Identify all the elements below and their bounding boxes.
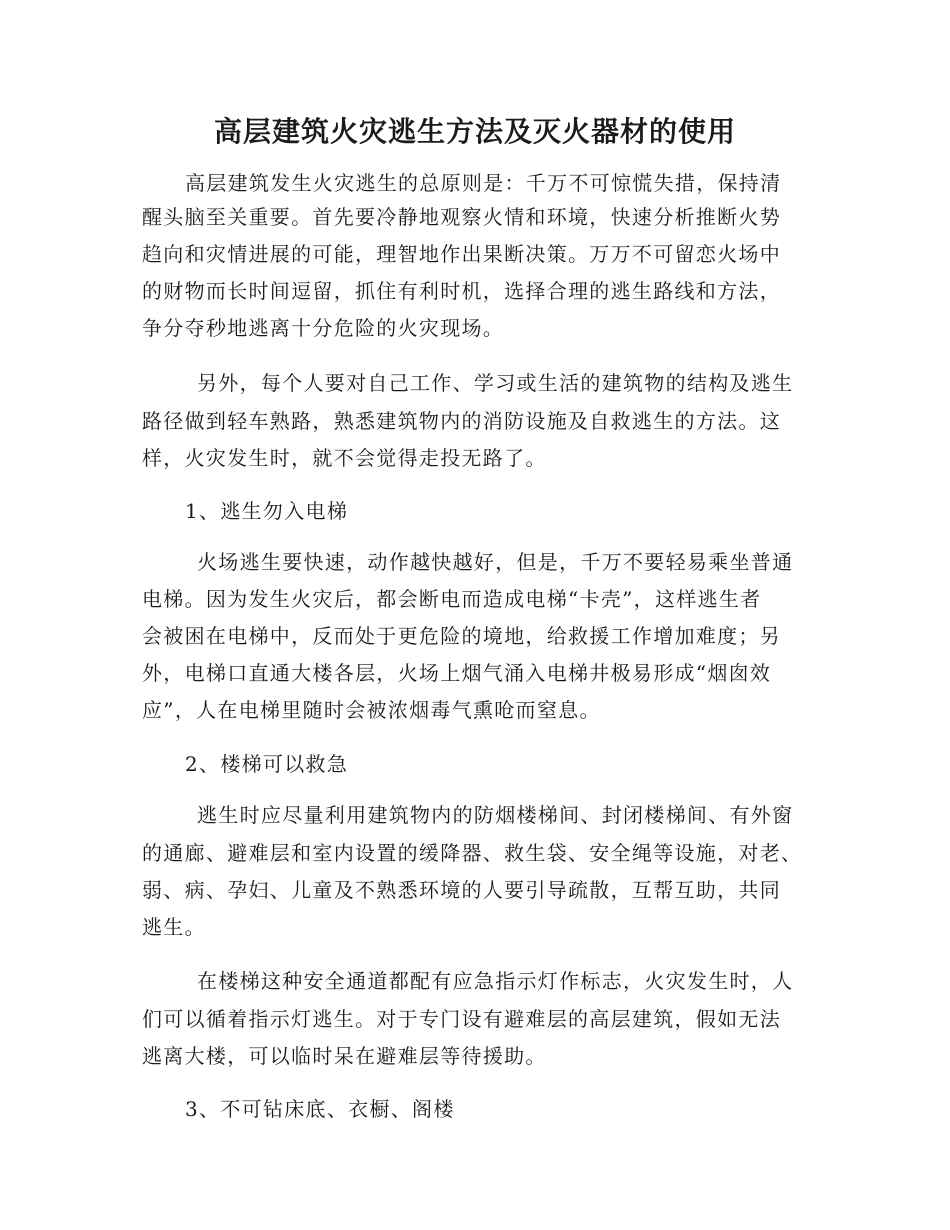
paragraph-3-line-4: 外，电梯口直通大楼各层，火场上烟气涌入电梯井极易形成“烟囱效: [142, 661, 772, 685]
paragraph-1-line-1: 高层建筑发生火灾逃生的总原则是：千万不可惊慌失措，保持清: [185, 171, 782, 195]
section-heading-3: 3、不可钻床底、衣橱、阁楼: [185, 1097, 455, 1121]
paragraph-2-line-3: 样，火灾发生时，就不会觉得走投无路了。: [142, 446, 547, 470]
paragraph-3-line-1: 火场逃生要快速，动作越快越好，但是，千万不要轻易乘坐普通: [197, 550, 794, 574]
section-heading-2: 2、楼梯可以救急: [185, 752, 349, 776]
paragraph-1-line-3: 趋向和灾情进展的可能，理智地作出果断决策。万万不可留恋火场中: [142, 242, 781, 266]
paragraph-3-line-5: 应”，人在电梯里随时会被浓烟毒气熏呛而窒息。: [142, 698, 601, 722]
paragraph-3-line-2: 电梯。因为发生火灾后，都会断电而造成电梯“卡壳”，这样逃生者: [142, 587, 762, 611]
paragraph-4-line-2: 的通廊、避难层和室内设置的缓降器、救生袋、安全绳等设施，对老、: [142, 841, 803, 865]
paragraph-3-line-3: 会被困在电梯中，反而处于更危险的境地，给救援工作增加难度；另: [142, 624, 781, 648]
paragraph-1-line-4: 的财物而长时间逗留，抓住有利时机，选择合理的逃生路线和方法，: [142, 279, 781, 303]
document-title: 高层建筑火灾逃生方法及灭火器材的使用: [213, 115, 736, 148]
paragraph-1-line-2: 醒头脑至关重要。首先要冷静地观察火情和环境，快速分析推断火势: [142, 205, 781, 229]
paragraph-4-line-1: 逃生时应尽量利用建筑物内的防烟楼梯间、封闭楼梯间、有外窗: [197, 803, 794, 827]
paragraph-5-line-3: 逃离大楼，可以临时呆在避难层等待援助。: [142, 1044, 547, 1068]
paragraph-2-line-1: 另外，每个人要对自己工作、学习或生活的建筑物的结构及逃生: [197, 371, 794, 395]
paragraph-2-line-2: 路径做到轻车熟路，熟悉建筑物内的消防设施及自救逃生的方法。这: [142, 409, 781, 433]
paragraph-1-line-5: 争分夺秒地逃离十分危险的火灾现场。: [142, 316, 505, 340]
paragraph-5-line-2: 们可以循着指示灯逃生。对于专门设有避难层的高层建筑，假如无法: [142, 1007, 781, 1031]
paragraph-5-line-1: 在楼梯这种安全通道都配有应急指示灯作标志，火灾发生时，人: [197, 969, 794, 993]
paragraph-4-line-4: 逃生。: [142, 915, 206, 939]
section-heading-1: 1、逃生勿入电梯: [185, 499, 349, 523]
paragraph-4-line-3: 弱、病、孕妇、儿童及不熟悉环境的人要引导疏散，互帮互助，共同: [142, 878, 781, 902]
